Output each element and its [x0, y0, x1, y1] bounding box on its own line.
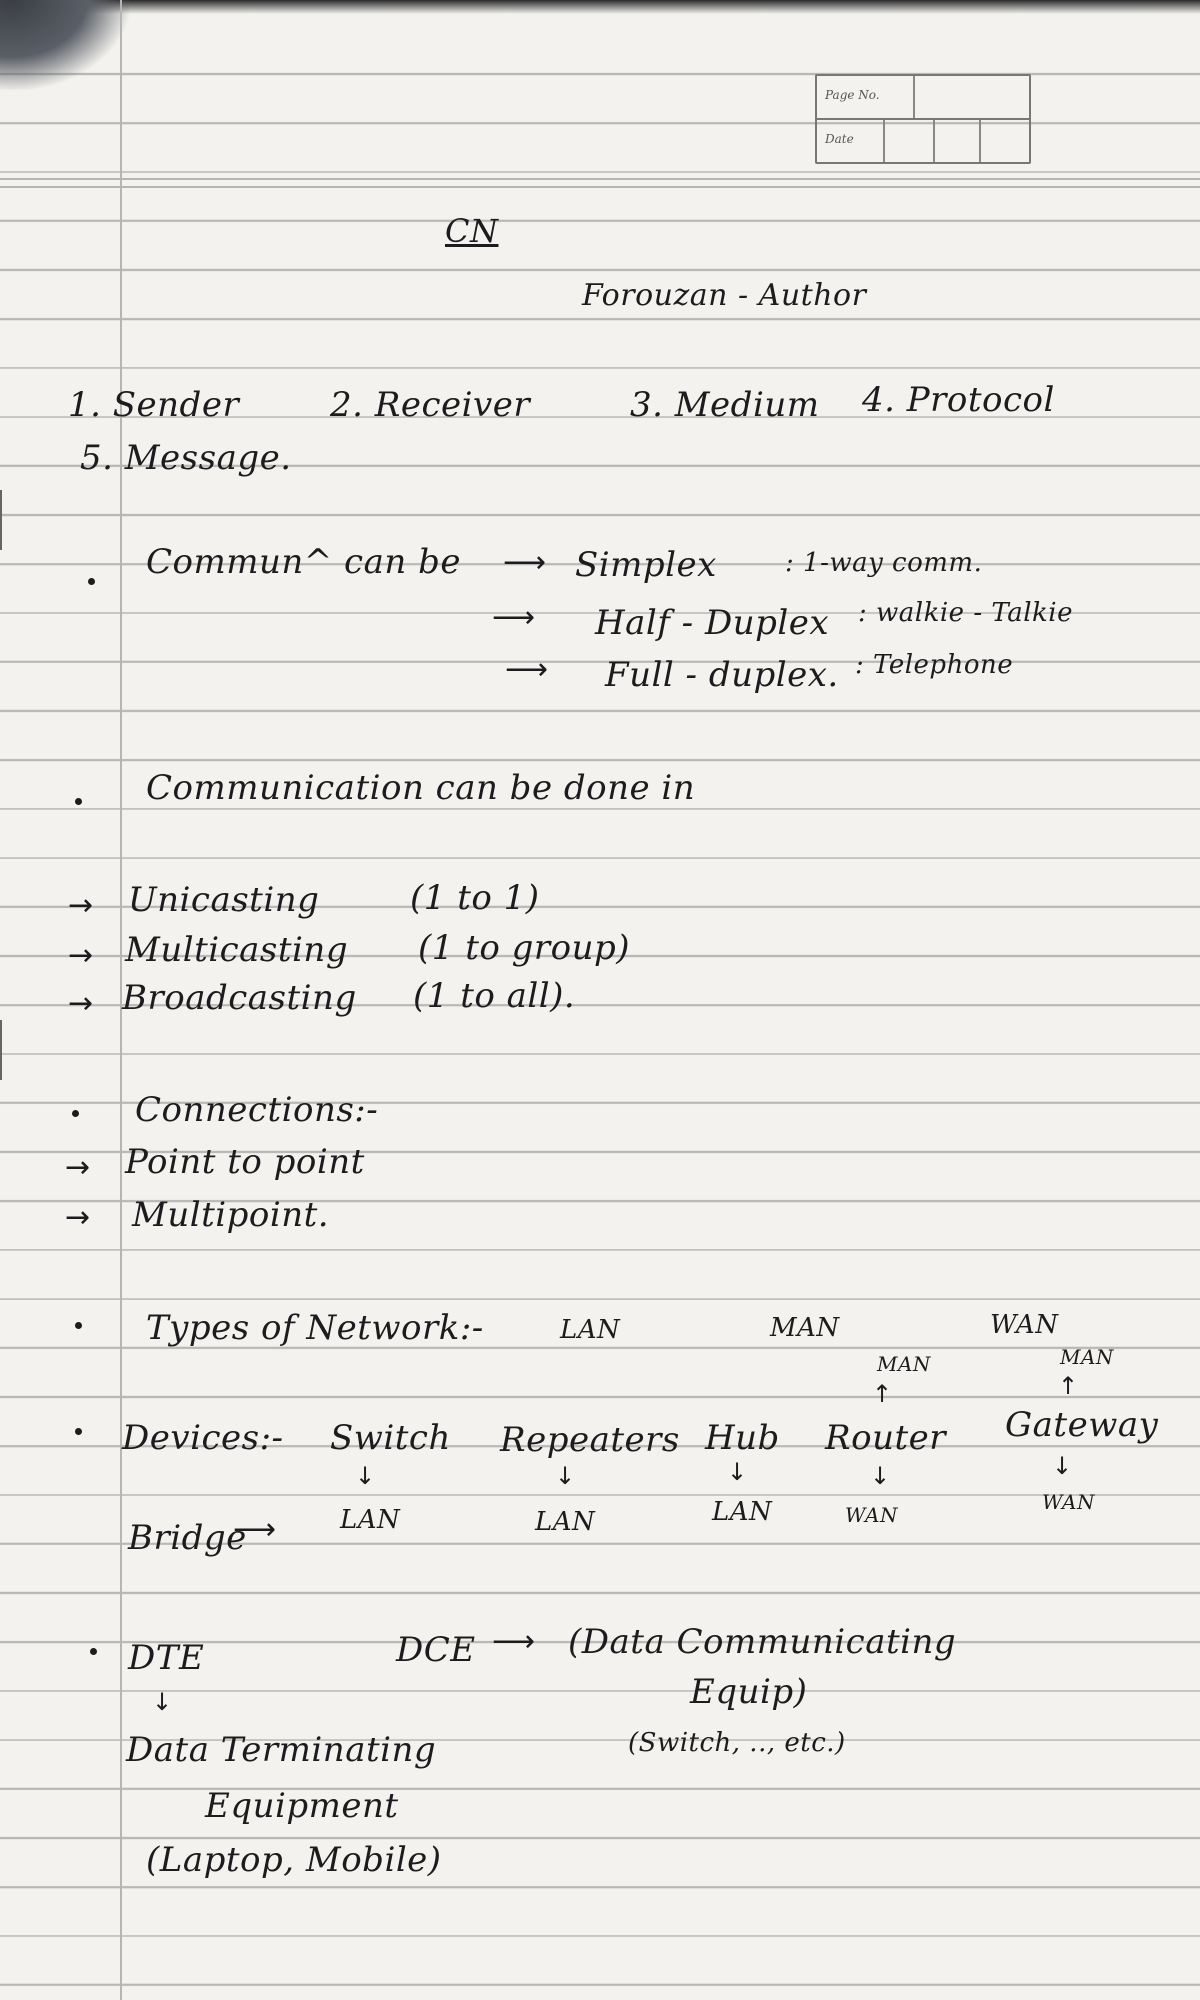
connection-multipoint: Multipoint.	[132, 1195, 330, 1235]
page-no-row	[817, 76, 1029, 120]
bullet	[75, 798, 82, 805]
arrow-right-icon: ⟶	[233, 1512, 277, 1547]
broadcasting: Broadcasting	[122, 978, 357, 1018]
network-type-man: MAN	[770, 1313, 840, 1343]
edge-mark	[0, 1020, 2, 1080]
page-no-label: Page No.	[825, 88, 880, 102]
communication-done-in: Communication can be done in	[146, 768, 696, 808]
connections-heading: Connections:-	[135, 1090, 379, 1130]
mode-full-duplex: Full - duplex.	[605, 655, 839, 695]
page-number-date-box	[815, 74, 1031, 164]
arrow-down-icon: ↓	[1052, 1452, 1073, 1480]
network-type-lan: LAN	[560, 1315, 621, 1345]
unicasting: Unicasting	[128, 880, 320, 920]
arrow-up-icon: ↑	[872, 1380, 893, 1408]
dce-expansion-2: Equip)	[690, 1672, 808, 1712]
dte-label: DTE	[128, 1638, 205, 1678]
arrow-right-icon: ⟶	[505, 652, 549, 687]
component-message: 5. Message.	[80, 438, 292, 478]
arrow-right-icon: →	[65, 1200, 91, 1235]
device-hub: Hub	[705, 1418, 780, 1458]
author-line: Forouzan - Author	[582, 278, 867, 313]
bullet	[75, 1428, 82, 1435]
hub-layer: LAN	[712, 1497, 773, 1527]
broadcasting-desc: (1 to all).	[413, 976, 576, 1016]
component-receiver: 2. Receiver	[330, 385, 531, 425]
dte-examples: (Laptop, Mobile)	[146, 1840, 442, 1880]
mode-simplex: Simplex	[575, 545, 717, 585]
dce-examples: (Switch, .., etc.)	[628, 1728, 846, 1758]
arrow-down-icon: ↓	[555, 1462, 576, 1490]
mode-full-duplex-example: : Telephone	[855, 650, 1014, 680]
arrow-right-icon: →	[68, 888, 94, 923]
multicasting-desc: (1 to group)	[418, 928, 631, 968]
dce-label: DCE	[396, 1630, 476, 1670]
connection-point-to-point: Point to point	[125, 1142, 365, 1182]
switch-layer: LAN	[340, 1505, 401, 1535]
component-protocol: 4. Protocol	[862, 380, 1055, 420]
arrow-down-icon: ↓	[870, 1462, 891, 1490]
router-layer: WAN	[845, 1503, 899, 1527]
page-title: CN	[445, 212, 499, 250]
date-row	[817, 120, 1029, 162]
arrow-right-icon: →	[68, 986, 94, 1021]
date-label: Date	[825, 132, 854, 146]
arrow-down-icon: ↓	[727, 1458, 748, 1486]
arrow-down-icon: ↓	[152, 1688, 173, 1716]
communication-lead: Commun^ can be	[146, 542, 461, 582]
bullet	[75, 1322, 82, 1329]
arrow-right-icon: ⟶	[492, 1624, 536, 1659]
top-edge-shadow	[0, 0, 1200, 14]
header-rule-2	[0, 186, 1200, 188]
mode-half-duplex: Half - Duplex	[595, 603, 830, 643]
component-sender: 1. Sender	[68, 385, 240, 425]
router-above-man: MAN	[877, 1352, 931, 1376]
unicasting-desc: (1 to 1)	[410, 878, 540, 918]
bullet	[72, 1110, 79, 1117]
gateway-layer: WAN	[1042, 1490, 1096, 1514]
component-medium: 3. Medium	[630, 385, 820, 425]
device-router: Router	[825, 1418, 947, 1458]
dte-expansion: Data Terminating	[126, 1730, 437, 1770]
mode-simplex-example: : 1-way comm.	[785, 548, 983, 578]
gateway-above-man: MAN	[1060, 1345, 1114, 1369]
dte-expansion-2: Equipment	[205, 1786, 399, 1826]
arrow-up-icon: ↑	[1058, 1372, 1079, 1400]
device-gateway: Gateway	[1005, 1405, 1159, 1445]
edge-mark	[0, 490, 2, 550]
bullet	[88, 578, 95, 585]
devices-heading: Devices:-	[122, 1418, 284, 1458]
arrow-right-icon: ⟶	[492, 600, 536, 635]
corner-shadow	[0, 0, 130, 90]
mode-half-duplex-example: : walkie - Talkie	[858, 598, 1073, 628]
network-types-heading: Types of Network:-	[146, 1308, 484, 1348]
arrow-down-icon: ↓	[355, 1462, 376, 1490]
network-type-wan: WAN	[990, 1310, 1059, 1340]
repeaters-layer: LAN	[535, 1507, 596, 1537]
device-switch: Switch	[330, 1418, 451, 1458]
arrow-right-icon: ⟶	[503, 545, 547, 580]
device-repeaters: Repeaters	[500, 1420, 680, 1460]
bullet	[90, 1648, 97, 1655]
arrow-right-icon: →	[68, 938, 94, 973]
multicasting: Multicasting	[125, 930, 349, 970]
bridge: Bridge	[128, 1518, 247, 1558]
dce-expansion: (Data Communicating	[568, 1622, 957, 1662]
header-rule	[0, 178, 1200, 180]
arrow-right-icon: →	[65, 1150, 91, 1185]
